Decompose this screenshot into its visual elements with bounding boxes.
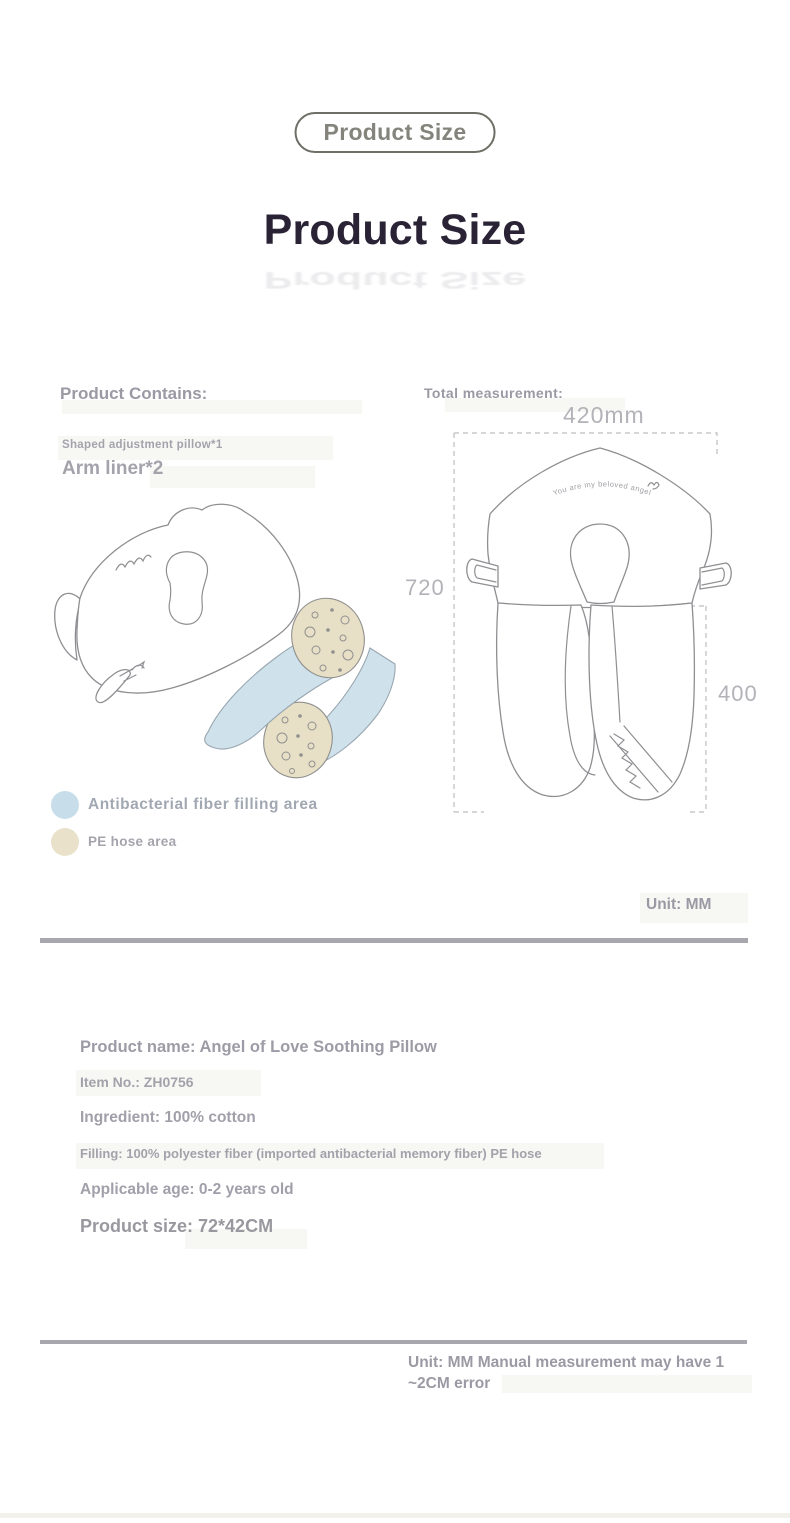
pe-dot [298, 714, 302, 718]
fiber-area-swatch-icon [51, 791, 79, 819]
section-divider [40, 938, 748, 943]
pe-dot [299, 753, 303, 757]
dimension-depth-label: 400 [718, 681, 758, 706]
pe-dot [330, 608, 334, 612]
size-measurement-diagram [440, 424, 756, 824]
section-divider [40, 1340, 747, 1344]
detail-product-size: Product size: 72*42CM [80, 1216, 274, 1236]
dimension-width-label: 420mm [563, 402, 645, 428]
pillow-right-leg [589, 603, 694, 800]
unit-label: Unit: MM [646, 896, 712, 913]
detail-item-no: Item No.: ZH0756 [80, 1074, 194, 1090]
product-contains-heading: Product Contains: [60, 384, 208, 403]
pe-dot [296, 734, 300, 738]
pillow-left-leg [497, 603, 595, 796]
section-badge: Product Size [295, 112, 496, 153]
page-title-reflection: Product Size [263, 266, 527, 293]
contains-item-shaped-pillow: Shaped adjustment pillow*1 [62, 439, 223, 451]
contains-item-arm-liner: Arm liner*2 [62, 458, 164, 479]
pe-area-label: PE hose area [88, 834, 177, 849]
page-title: Product Size [263, 206, 527, 254]
pe-area-swatch-icon [51, 828, 79, 856]
bottom-strip [0, 1513, 790, 1518]
dimension-height-label: 720 [405, 575, 445, 600]
measurement-error-note: Unit: MM Manual measurement may have 1 ~2CM error [408, 1354, 725, 1392]
pe-dot [326, 628, 330, 632]
fiber-area-label: Antibacterial fiber filling area [88, 796, 318, 813]
detail-product-name: Product name: Angel of Love Soothing Pillow [80, 1038, 437, 1056]
detail-filling: Filling: 100% polyester fiber (imported antibacterial memory fiber) PE hose [80, 1146, 542, 1161]
pillow-parts-illustration [40, 480, 412, 782]
pe-dot [331, 650, 335, 654]
pe-dot [338, 668, 342, 672]
total-measurement-heading: Total measurement: [424, 385, 564, 401]
detail-ingredient: Ingredient: 100% cotton [80, 1109, 256, 1126]
embroidery-textpath: You are my beloved angel [551, 479, 653, 498]
detail-applicable-age: Applicable age: 0-2 years old [80, 1181, 294, 1198]
right-strap-tab [700, 563, 731, 589]
